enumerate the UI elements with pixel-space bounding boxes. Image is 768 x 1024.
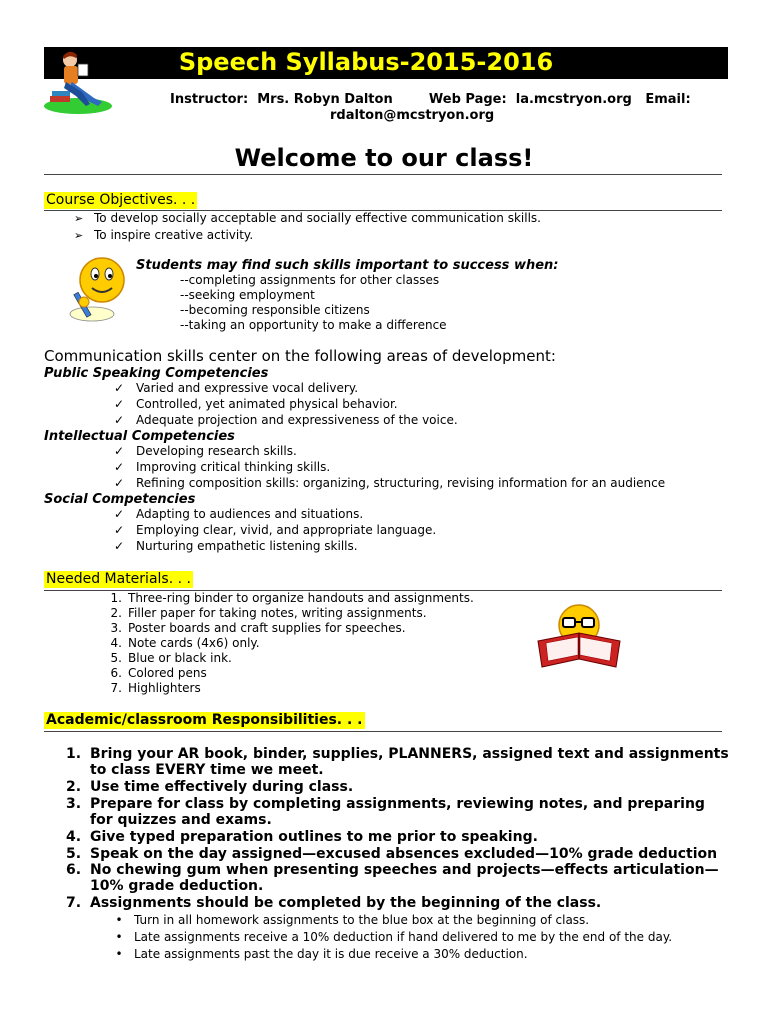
bullet-icon: • <box>115 913 123 927</box>
student-reading-icon <box>42 46 114 116</box>
list-item: ✓ Adapting to audiences and situations. <box>114 507 364 521</box>
instructor-email: rdalton@mcstryon.org <box>330 108 495 123</box>
list-item: ✓ Nurturing empathetic listening skills. <box>114 539 358 553</box>
section-heading-objectives: Course Objectives. . . <box>46 192 196 208</box>
sub-list-item: • Late assignments past the day it is due receive a 30% deduction. <box>104 947 528 962</box>
competency-heading: Public Speaking Competencies <box>44 366 269 381</box>
list-item: --taking an opportunity to make a difference <box>180 318 447 332</box>
list-item: 5. Speak on the day assigned—excused absences excluded—10% grade deduction <box>66 846 718 862</box>
list-item: ➢ To develop socially acceptable and socially effective communication skills. <box>74 211 541 225</box>
welcome-heading: Welcome to our class! <box>234 144 534 172</box>
instructor-info: Instructor: Mrs. Robyn Dalton Web Page: la.mcstryon.org Email: <box>170 92 691 107</box>
sub-list-item: • Late assignments receive a 10% deduction if hand delivered to me by the end of the day. <box>104 930 672 945</box>
checkmark-icon: ✓ <box>114 523 125 537</box>
checkmark-icon: ✓ <box>114 413 125 427</box>
page-title: Speech Syllabus-2015-2016 <box>178 48 554 76</box>
list-item: 5. Blue or black ink. <box>110 651 232 665</box>
arrow-bullet-icon: ➢ <box>74 229 84 242</box>
list-item: --completing assignments for other classes <box>180 273 440 287</box>
list-item: 3. Poster boards and craft supplies for speeches. <box>110 621 406 635</box>
section-heading-materials: Needed Materials. . . <box>46 571 191 587</box>
list-item: 4. Note cards (4x6) only. <box>110 636 260 650</box>
skills-heading: Communication skills center on the following areas of development: <box>44 347 556 365</box>
list-item: --becoming responsible citizens <box>180 303 370 317</box>
checkmark-icon: ✓ <box>114 507 125 521</box>
success-heading: Students may find such skills important to success when: <box>136 258 559 273</box>
list-item: 7. Assignments should be completed by the beginning of the class. <box>66 895 602 911</box>
list-item: 2. Use time effectively during class. <box>66 779 354 795</box>
list-item: --seeking employment <box>180 288 315 302</box>
list-item: 4. Give typed preparation outlines to me prior to speaking. <box>66 829 538 845</box>
section-heading-responsibilities: Academic/classroom Responsibilities. . . <box>46 712 363 728</box>
list-item: ➢ To inspire creative activity. <box>74 228 254 242</box>
smiley-reading-book-icon <box>536 603 622 669</box>
checkmark-icon: ✓ <box>114 444 125 458</box>
list-item: ✓ Varied and expressive vocal delivery. <box>114 381 359 395</box>
checkmark-icon: ✓ <box>114 381 125 395</box>
list-item: ✓ Developing research skills. <box>114 444 297 458</box>
bullet-icon: • <box>115 947 123 961</box>
checkmark-icon: ✓ <box>114 476 125 490</box>
sub-list-item: • Turn in all homework assignments to the blue box at the beginning of class. <box>104 913 589 928</box>
competency-heading: Social Competencies <box>44 492 196 507</box>
competency-heading: Intellectual Competencies <box>44 429 235 444</box>
list-item: 6. No chewing gum when presenting speeches and projects—effects articulation— 10% grade deduction. <box>66 862 719 894</box>
checkmark-icon: ✓ <box>114 539 125 553</box>
list-item: 2. Filler paper for taking notes, writing assignments. <box>110 606 427 620</box>
list-item: ✓ Adequate projection and expressiveness of the voice. <box>114 413 458 427</box>
smiley-pencil-icon <box>64 252 128 324</box>
list-item: 7. Highlighters <box>110 681 201 695</box>
divider <box>44 174 722 175</box>
checkmark-icon: ✓ <box>114 397 125 411</box>
list-item: ✓ Controlled, yet animated physical behavior. <box>114 397 398 411</box>
list-item: 6. Colored pens <box>110 666 207 680</box>
checkmark-icon: ✓ <box>114 460 125 474</box>
list-item: 1. Bring your AR book, binder, supplies, PLANNERS, assigned text and assignments to class EVERY time we meet. <box>66 746 729 778</box>
list-item: 3. Prepare for class by completing assignments, reviewing notes, and preparing for quizzes and exams. <box>66 796 705 828</box>
list-item: ✓ Improving critical thinking skills. <box>114 460 331 474</box>
list-item: ✓ Refining composition skills: organizing, structuring, revising information for an audience <box>114 476 666 490</box>
divider <box>44 731 722 732</box>
arrow-bullet-icon: ➢ <box>74 212 84 225</box>
list-item: 1. Three-ring binder to organize handouts and assignments. <box>110 591 474 605</box>
list-item: ✓ Employing clear, vivid, and appropriate language. <box>114 523 437 537</box>
bullet-icon: • <box>115 930 123 944</box>
